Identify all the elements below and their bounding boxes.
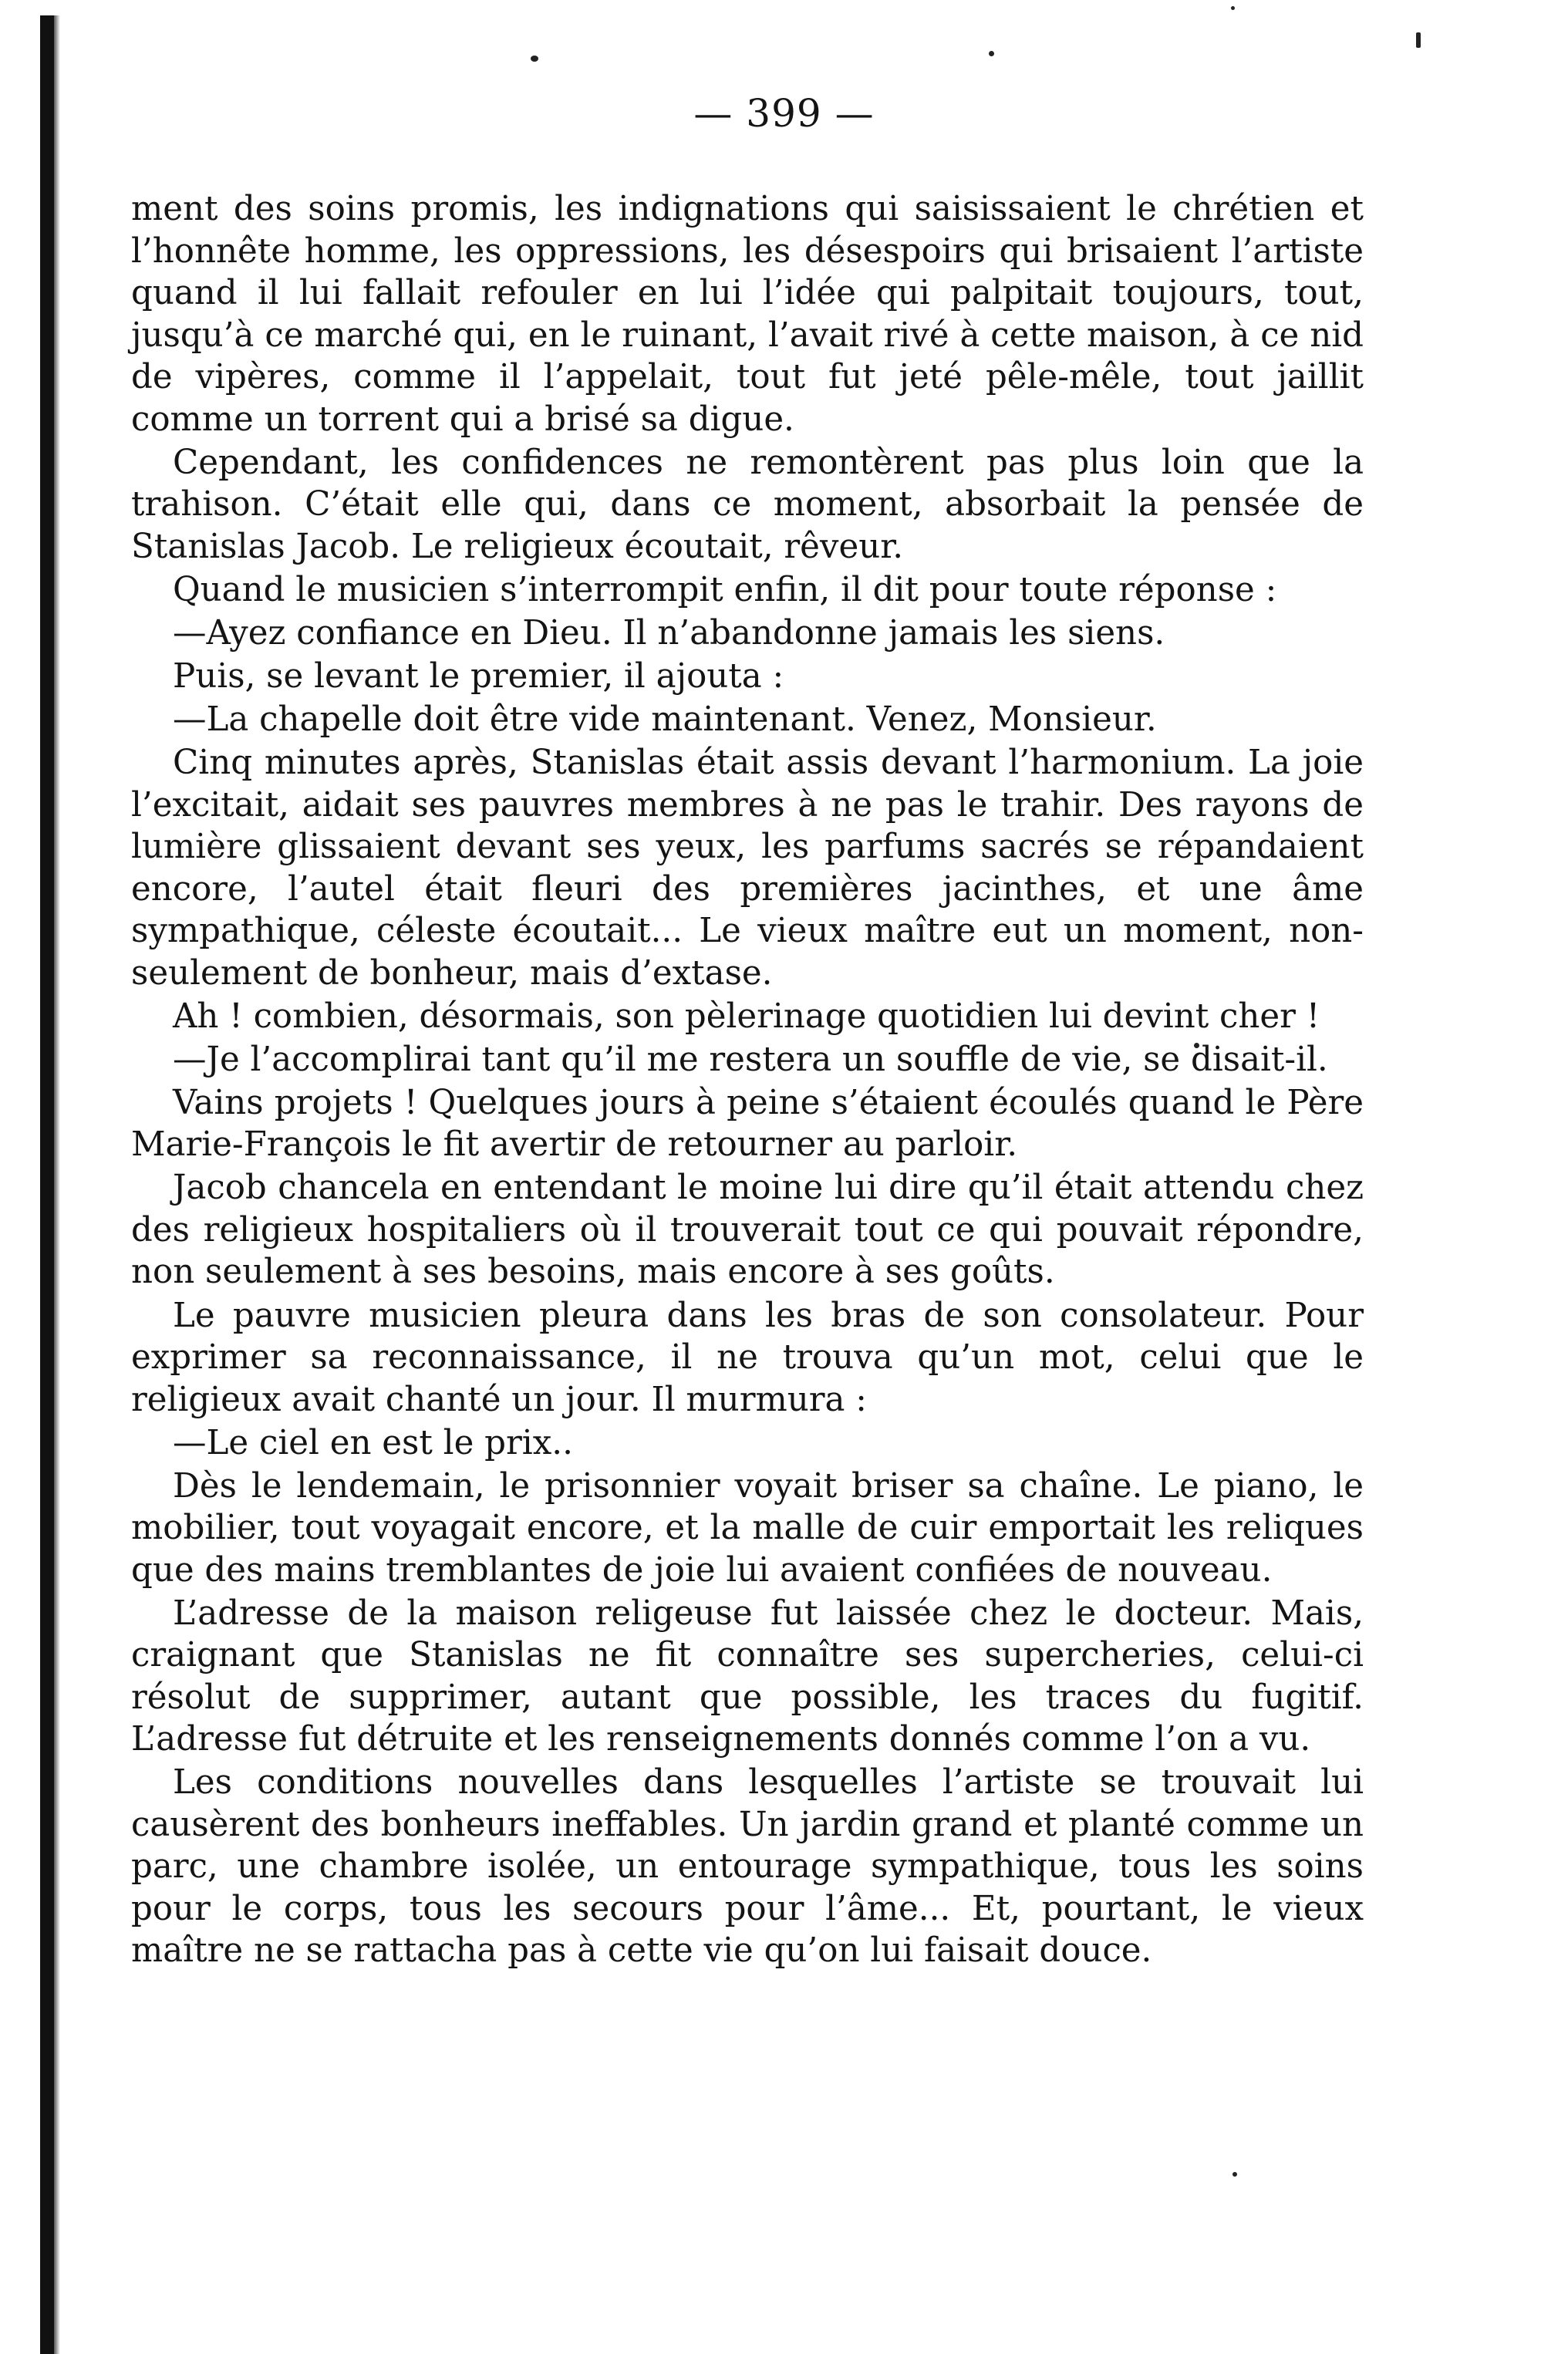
paragraph: Dès le lendemain, le prisonnier voyait briser sa chaîne. Le piano, le mobilier, tout voyagait encore, et la malle de cuir emportait les reliques que des mains tremblantes de joie lui avaient confiées de nouveau. bbox=[131, 1466, 1364, 1590]
paragraph: Le pauvre musicien pleura dans les bras de son consolateur. Pour exprimer sa reconnaissance, il ne trouva qu’un mot, celui que le religieux avait chanté un jour. Il murmura : bbox=[131, 1296, 1364, 1419]
paragraph: Quand le musicien s’interrompit enfin, il dit pour toute réponse : bbox=[173, 570, 1277, 609]
page-number: — 399 — bbox=[693, 91, 875, 136]
paragraph: Cependant, les confidences ne remontèrent pas plus loin que la trahison. C’était elle qui, dans ce moment, absorbait la pensée de Stanislas Jacob. Le religieux écoutait, rêveur. bbox=[131, 443, 1364, 566]
paragraph: Cinq minutes après, Stanislas était assis devant l’harmonium. La joie l’excitait, aidait ses pauvres membres à ne pas le trahir. Des rayons de lumière glissaient devant ses yeux, les parfums sacrés se répandaient encore, l’autel était fleuri des premières jacinthes, et une âme sympathique, céleste écoutait... Le vieux maître eut un moment, non-seulement de bonheur, mais d’extase. bbox=[131, 744, 1364, 993]
paragraph: ment des soins promis, les indignations qui saisissaient le chrétien et l’honnête homme, les oppressions, les désespoirs qui brisaient l’artiste quand il lui fallait refouler en lui l’idée qui palpitait toujours, tout, jusqu’à ce marché qui, en le ruinant, l’avait rivé à cette maison, à ce nid de vipères, comme il l’appelait, tout fut jeté pêle-mêle, tout jaillit comme un torrent qui a brisé sa digue. bbox=[131, 190, 1364, 439]
paragraph: Ah ! combien, désormais, son pèlerinage quotidien lui devint cher ! bbox=[173, 997, 1320, 1036]
binding-edge bbox=[40, 15, 54, 2354]
paragraph: L’adresse de la maison religeuse fut laissée chez le docteur. Mais, craignant que Stanislas ne fit connaître ses supercheries, celui-ci résolut de supprimer, autant que possible, les traces du fugitif. L’adresse fut détruite et les renseignements donnés comme l’on a vu. bbox=[131, 1594, 1364, 1759]
paragraph: —La chapelle doit être vide maintenant. Venez, Monsieur. bbox=[173, 700, 1157, 739]
paragraph: Vains projets ! Quelques jours à peine s’étaient écoulés quand le Père Marie-François le fit avertir de retourner au parloir. bbox=[131, 1083, 1364, 1165]
paragraph: —Ayez confiance en Dieu. Il n’abandonne jamais les siens. bbox=[173, 613, 1165, 653]
paragraph: Jacob chancela en entendant le moine lui dire qu’il était attendu chez des religieux hospitaliers où il trouverait tout ce qui pouvait répondre, non seulement à ses besoins, mais encore à ses goûts. bbox=[131, 1169, 1364, 1292]
paragraph: Puis, se levant le premier, il ajouta : bbox=[173, 656, 784, 696]
paragraph: Les conditions nouvelles dans lesquelles l’artiste se trouvait lui causèrent des bonheurs ineffables. Un jardin grand et planté comme un parc, une chambre isolée, un entourage sympathique, tous les soins pour le corps, tous les secours pour l’âme... Et, pourtant, le vieux maître ne se rattacha pas à cette vie qu’on lui faisait douce. bbox=[131, 1763, 1364, 1971]
ink-speck bbox=[531, 56, 538, 62]
ink-speck bbox=[1232, 2172, 1237, 2177]
paragraph: —Le ciel en est le prix.. bbox=[173, 1423, 573, 1462]
paragraph: —Je l’accomplirai tant qu’il me restera un souffle de vie, se disait-il. bbox=[173, 1040, 1328, 1079]
ink-speck bbox=[1416, 32, 1421, 48]
binding-shadow bbox=[54, 15, 60, 2354]
ink-speck bbox=[1231, 6, 1235, 10]
ink-speck bbox=[989, 51, 994, 56]
body-text bbox=[131, 188, 1364, 1974]
